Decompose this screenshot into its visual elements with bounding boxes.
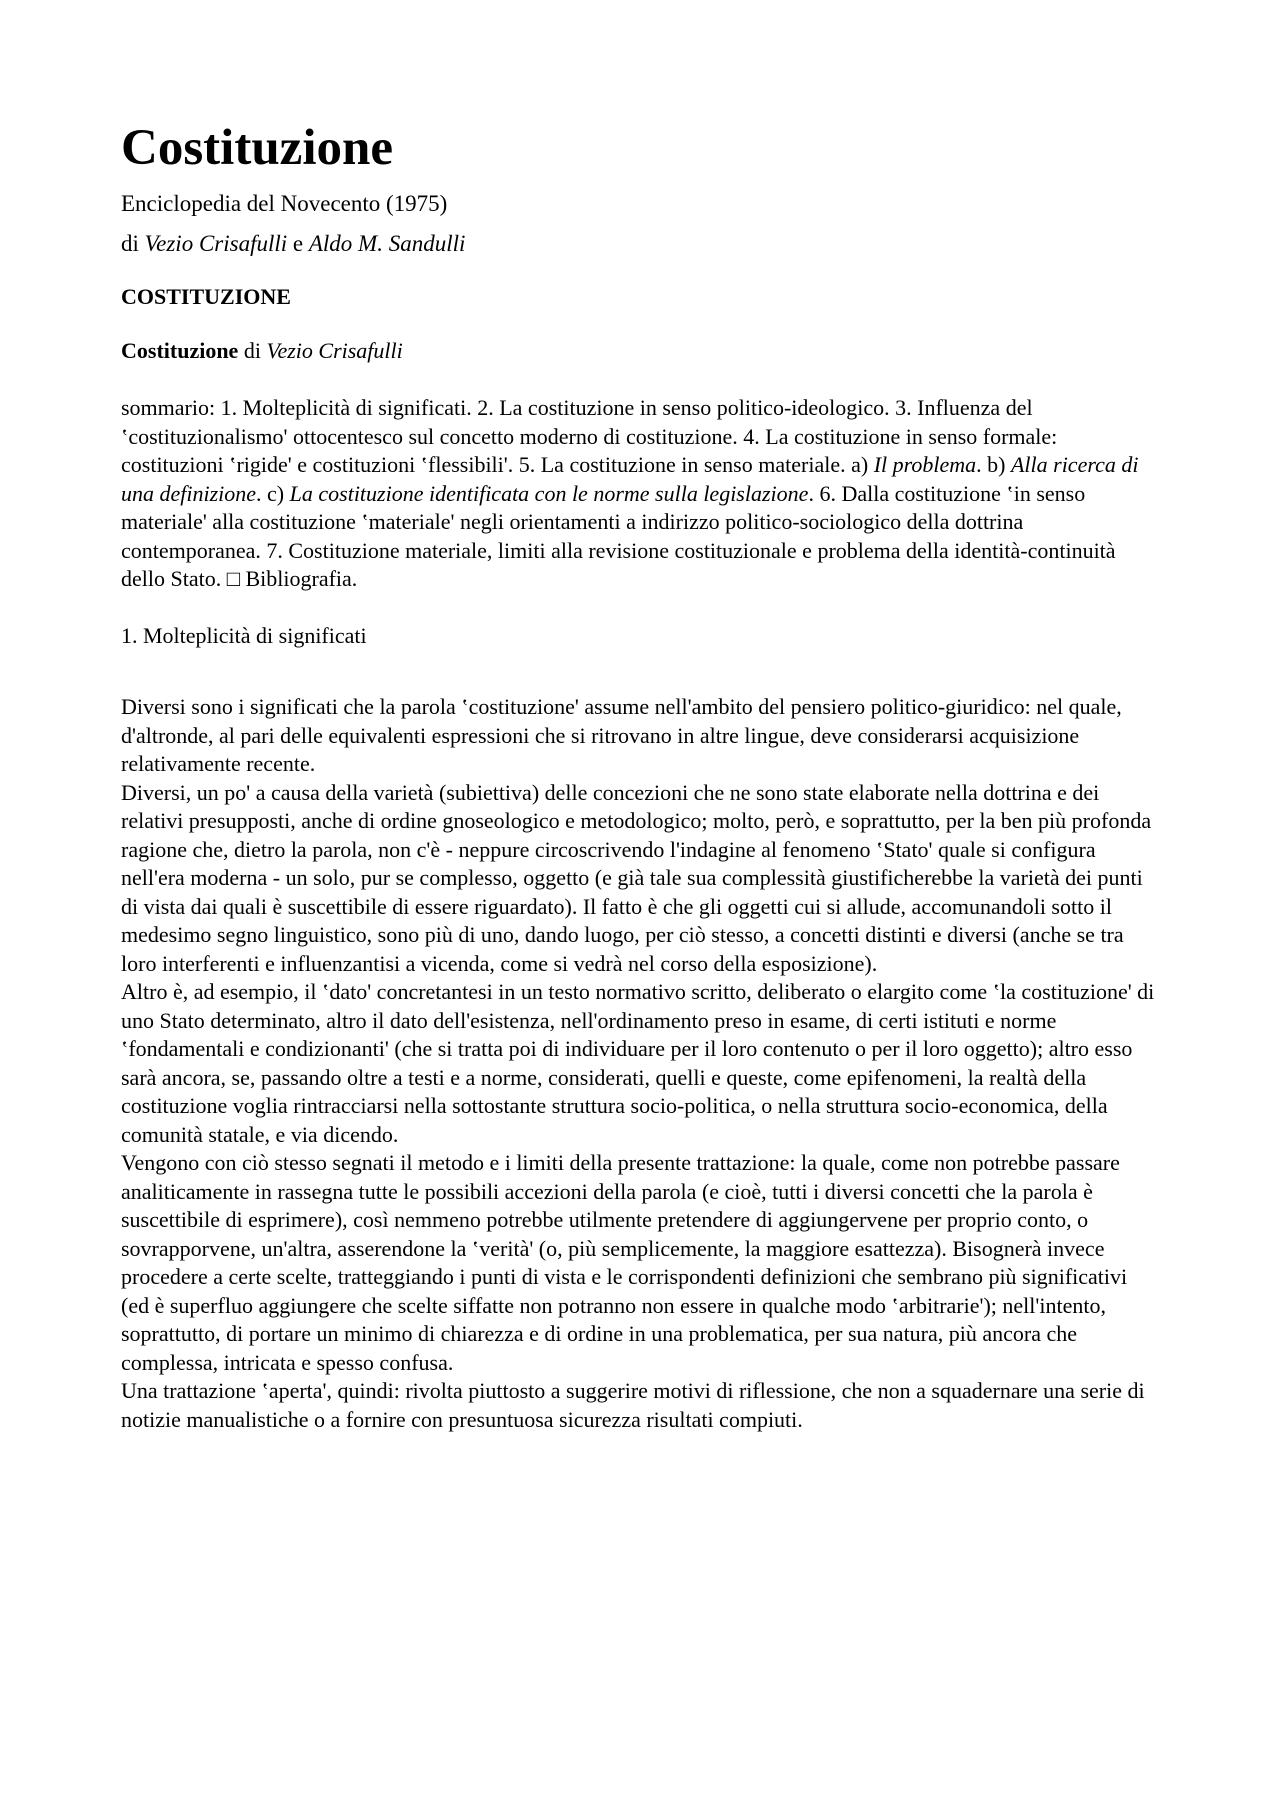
- body-paragraph: Altro è, ad esempio, il ‛dato' concretantesi in un testo normativo scritto, deliberato o elargito come ‛la costituzione' di uno Stato determinato, altro il dato dell'esistenza, nell'ordinamento preso in esame, di certi istituti e norme ‛fondamentali e condizionanti' (che si tratta poi di individuare per il loro contenuto o per il loro oggetto); altro esso sarà ancora, se, passando oltre a testi e a norme, considerati, quelli e queste, come epifenomeni, la realtà della costituzione voglia rintracciarsi nella sottostante struttura socio-politica, o nella struttura socio-economica, della comunità statale, e via dicendo.: [121, 979, 1155, 1147]
- authors-prefix: di: [121, 231, 139, 256]
- body-paragraph: Diversi, un po' a causa della varietà (subiettiva) delle concezioni che ne sono state elaborate nella dottrina e dei relativi presupposti, anche di ordine gnoseologico e metodologico; molto, però, e soprattutto, per la ben più profonda ragione che, dietro la parola, non c'è - neppure circoscrivendo l'indagine al fenomeno ‛Stato' quale si configura nell'era moderna - un solo, pur se complesso, oggetto (e già tale sua complessità giustificherebbe la varietà dei punti di vista dai quali è suscettibile di essere riguardato). Il fatto è che gli oggetti cui si allude, accomunandoli sotto il medesimo segno linguistico, sono più di uno, dando luogo, per ciò stesso, a concetti distinti e diversi (anche se tra loro interferenti e influenzantisi a vicenda, come si vedrà nel corso della esposizione).: [121, 779, 1152, 976]
- author-1: Vezio Crisafulli: [144, 231, 288, 256]
- byline-title: Costituzione: [121, 338, 239, 363]
- document-title: Costituzione: [121, 120, 393, 176]
- summary-text: . b): [976, 452, 1011, 477]
- body-paragraph: Una trattazione ‛aperta', quindi: rivolta piuttosto a suggerire motivi di riflessione, che non a squadernare una serie di notizie manualistiche o a fornire con presuntuosa sicurezza risultati compiuti.: [121, 1378, 1145, 1432]
- authors-conjunction: e: [292, 231, 304, 256]
- summary-italic: La costituzione identificata con le norme sulla legislazione: [289, 480, 809, 506]
- section-1-title: 1. Molteplicità di significati: [121, 622, 367, 648]
- body-text: [121, 693, 1160, 1434]
- body-paragraph: Vengono con ciò stesso segnati il metodo e i limiti della presente trattazione: la quale, come non potrebbe passare analiticamente in rassegna tutte le possibili accezioni della parola (e cioè, tutti i diversi concetti che la parola è suscettibile di esprimere), così nemmeno potrebbe utilmente pretendere di aggiungervene per proprio conto, o sovrapporvene, un'altra, asserendone la ‛verità' (o, più semplicemente, la maggiore esattezza). Bisognerà invece procedere a certe scelte, tratteggiando i punti di vista e le corrispondenti definizioni che sembrano più significativi (ed è superfluo aggiungere che scelte siffatte non potranno non essere in qualche modo ‛arbitrarie'); nell'intento, soprattutto, di portare un minimo di chiarezza e di ordine in una problematica, per sua natura, più ancora che complessa, intricata e spesso confusa.: [121, 1150, 1128, 1375]
- article-byline: [121, 336, 1160, 366]
- summary-italic: Alla ricerca di una definizione: [121, 452, 1139, 506]
- author-2: Aldo M. Sandulli: [308, 231, 466, 256]
- document-source: Enciclopedia del Novecento (1975): [121, 191, 448, 216]
- summary-text: . 6. Dalla costituzione ‛in senso materiale' alla costituzione ‛materiale' negli orientamenti a indirizzo politico-sociologico della dottrina contemporanea. 7. Costituzione materiale, limiti alla revisione costituzionale e problema della identità-continuità dello Stato. □ Bibliografia.: [121, 480, 1116, 591]
- byline-prefix: di: [243, 338, 261, 363]
- body-paragraph: Diversi sono i significati che la parola ‛costituzione' assume nell'ambito del pensiero politico-giuridico: nel quale, d'altronde, al pari delle equivalenti espressioni che si ritrovano in altre lingue, deve considerarsi acquisizione relativamente recente.: [121, 694, 1122, 776]
- summary-text: sommario: 1. Molteplicità di significati. 2. La costituzione in senso politico-ideologico. 3. Influenza del ‛costituzionalismo' ottocentesco sul concetto moderno di costituzione. 4. La costituzione in senso formale: costituzioni ‛rigide' e costituzioni ‛flessibili'. 5. La costituzione in senso materiale. a): [121, 395, 1058, 477]
- summary-paragraph: [121, 394, 1160, 594]
- summary-italic: Il problema: [873, 452, 977, 477]
- byline-author: Vezio Crisafulli: [266, 338, 403, 363]
- section-heading: COSTITUZIONE: [121, 284, 291, 309]
- summary-text: . c): [256, 480, 290, 506]
- document-authors: [121, 224, 1160, 264]
